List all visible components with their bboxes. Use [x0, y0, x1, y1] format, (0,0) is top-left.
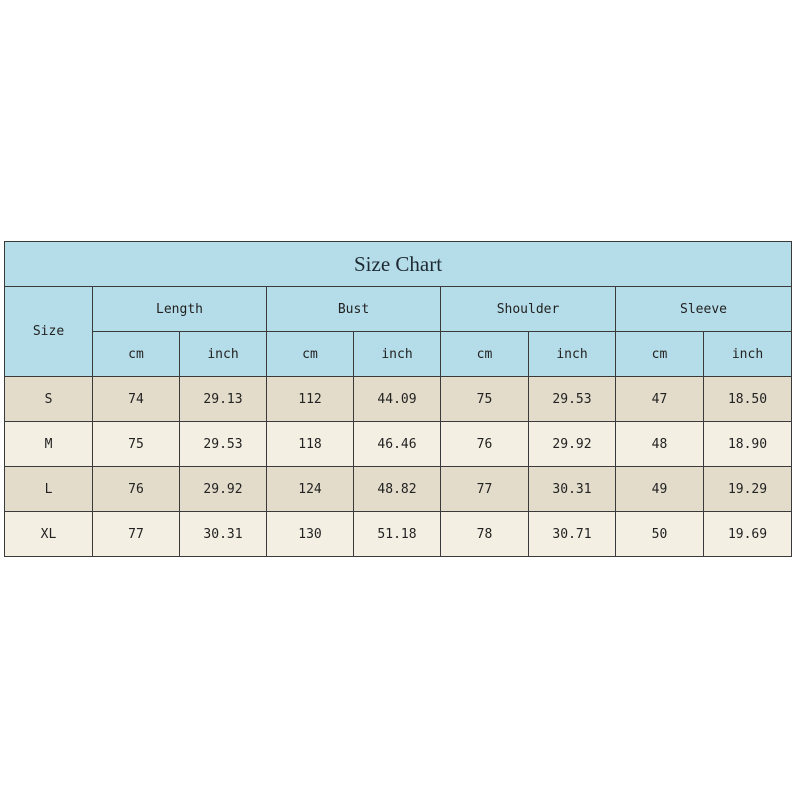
shoulder-cm-cell: 78 — [441, 512, 529, 557]
length-inch-cell: 29.13 — [180, 377, 267, 422]
shoulder-inch-cell: 29.53 — [529, 377, 616, 422]
bust-inch-header: inch — [354, 332, 441, 377]
sleeve-cm-cell: 49 — [616, 467, 704, 512]
size-column-header: Size — [5, 287, 93, 377]
length-inch-cell: 29.92 — [180, 467, 267, 512]
sleeve-cm-header: cm — [616, 332, 704, 377]
length-inch-cell: 29.53 — [180, 422, 267, 467]
sleeve-inch-header: inch — [704, 332, 792, 377]
length-cm-header: cm — [93, 332, 180, 377]
shoulder-inch-cell: 30.71 — [529, 512, 616, 557]
bust-cm-cell: 124 — [267, 467, 354, 512]
sleeve-cm-cell: 48 — [616, 422, 704, 467]
sleeve-inch-cell: 18.90 — [704, 422, 792, 467]
shoulder-inch-header: inch — [529, 332, 616, 377]
table-row — [5, 512, 792, 557]
size-cell: S — [5, 377, 93, 422]
shoulder-header: Shoulder — [441, 287, 616, 332]
bust-inch-cell: 48.82 — [354, 467, 441, 512]
bust-cm-header: cm — [267, 332, 354, 377]
shoulder-cm-cell: 76 — [441, 422, 529, 467]
length-header: Length — [93, 287, 267, 332]
table-row — [5, 422, 792, 467]
size-chart-container — [4, 241, 791, 557]
bust-header: Bust — [267, 287, 441, 332]
length-cm-cell: 75 — [93, 422, 180, 467]
table-row — [5, 467, 792, 512]
sleeve-inch-cell: 18.50 — [704, 377, 792, 422]
sleeve-header: Sleeve — [616, 287, 792, 332]
size-chart-table — [4, 241, 792, 557]
bust-cm-cell: 130 — [267, 512, 354, 557]
bust-cm-cell: 112 — [267, 377, 354, 422]
table-row — [5, 377, 792, 422]
bust-inch-cell: 44.09 — [354, 377, 441, 422]
length-inch-header: inch — [180, 332, 267, 377]
length-cm-cell: 76 — [93, 467, 180, 512]
shoulder-inch-cell: 30.31 — [529, 467, 616, 512]
shoulder-cm-cell: 77 — [441, 467, 529, 512]
shoulder-cm-header: cm — [441, 332, 529, 377]
sleeve-cm-cell: 50 — [616, 512, 704, 557]
shoulder-cm-cell: 75 — [441, 377, 529, 422]
size-cell: L — [5, 467, 93, 512]
size-cell: XL — [5, 512, 93, 557]
length-cm-cell: 74 — [93, 377, 180, 422]
length-inch-cell: 30.31 — [180, 512, 267, 557]
bust-inch-cell: 46.46 — [354, 422, 441, 467]
bust-cm-cell: 118 — [267, 422, 354, 467]
sleeve-cm-cell: 47 — [616, 377, 704, 422]
size-cell: M — [5, 422, 93, 467]
chart-title: Size Chart — [5, 242, 792, 287]
bust-inch-cell: 51.18 — [354, 512, 441, 557]
sleeve-inch-cell: 19.69 — [704, 512, 792, 557]
sleeve-inch-cell: 19.29 — [704, 467, 792, 512]
length-cm-cell: 77 — [93, 512, 180, 557]
shoulder-inch-cell: 29.92 — [529, 422, 616, 467]
